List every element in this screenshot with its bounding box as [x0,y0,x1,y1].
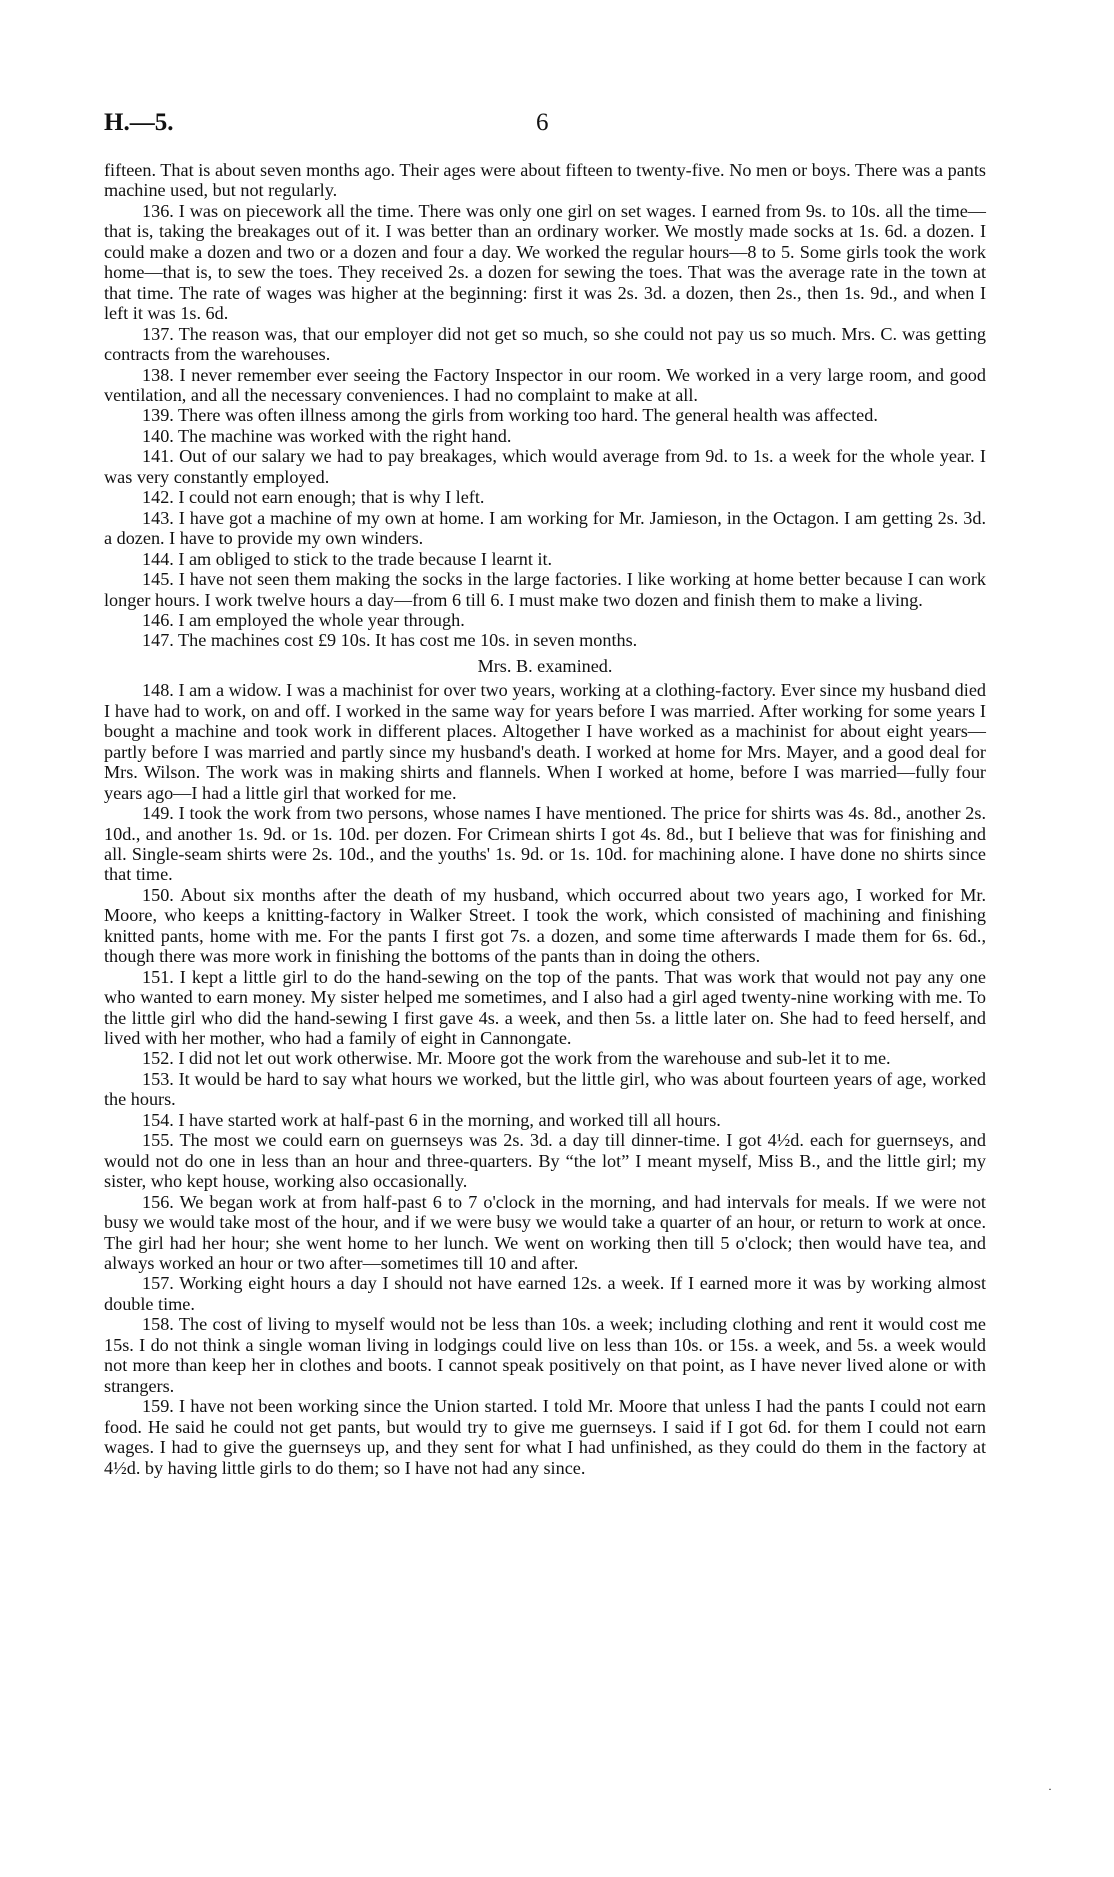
paragraph-152: 152. I did not let out work otherwise. Mr. Moore got the work from the warehouse and sub-let it to me. [142,1048,891,1069]
paragraph-158: 158. The cost of living to myself would not be less than 10s. a week; including clothing and rent it would cost me 15s. I do not think a single woman living in lodgings could live on less than 10s. or 15s. a week, and 5s. a week would not more than keep her in clothes and boots. I cannot speak positively on that point, as I have never lived alone or with strangers. [104,1314,986,1396]
section-heading: Mrs. B. examined. [477,655,613,676]
paragraph-139: 139. There was often illness among the girls from working too hard. The general health was affected. [142,405,878,426]
paragraph-156: 156. We began work at from half-past 6 to 7 o'clock in the morning, and had intervals for meals. If we were not busy we would take most of the hour, and if we were busy we would take a quarter of an hour, or return to work at once. The girl had her hour; she went home to her lunch. We went on working then till 5 o'clock; then would have tea, and always worked an hour or two after—sometimes till 10 and after. [104,1191,986,1274]
paragraph-141: 141. Out of our salary we had to pay breakages, which would average from 9d. to 1s. a week for the whole year. I was very constantly employed. [104,446,986,487]
document-id: H.—5. [104,109,174,136]
paragraph-157: 157. Working eight hours a day I should not have earned 12s. a week. If I earned more it was by working almost double time. [104,1273,986,1314]
paragraph-153: 153. It would be hard to say what hours we worked, but the little girl, who was about fourteen years of age, worked the hours. [104,1068,986,1110]
paragraph-145: 145. I have not seen them making the socks in the large factories. I like working at home better because I can work longer hours. I work twelve hours a day—from 6 till 6. I must make two dozen and finish them to make a living. [104,569,986,610]
paragraph-159: 159. I have not been working since the Union started. I told Mr. Moore that unless I had the pants I could not earn food. He said he could not get pants, but would try to give me guernseys. I said if I got 6d. for them I could not earn wages. I had to give the guernseys up, and they sent for what I had unfinished, as they could do them in the factory at 4½d. by having little girls to do them; so I have not had any since. [104,1396,986,1478]
document-body [104,160,986,1478]
paragraph-136: 136. I was on piecework all the time. There was only one girl on set wages. I earned from 9s. to 10s. all the time—that is, taking the breakages out of it. I was better than an ordinary worker. We mostly made socks at 1s. 6d. a dozen. I could make a dozen and two or a dozen and four a day. We worked the regular hours—8 to 5. Some girls took the work home—that is, to sew the toes. They received 2s. a dozen for sewing the toes. That was the average rate in the town at that time. The rate of wages was higher at the beginning: first it was 2s. 3d. a dozen, then 2s., then 1s. 9d., and when I left it was 1s. 6d. [104,200,986,324]
stray-dot-mark: · [1048,1782,1052,1796]
paragraph-151: 151. I kept a little girl to do the hand-sewing on the top of the pants. That was work that would not pay any one who wanted to earn money. My sister helped me sometimes, and I also had a girl aged twenty-nine working with me. To the little girl who did the hand-sewing I first gave 4s. a week, and then 5s. a little later on. She had to feed herself, and lived with her mother, who had a family of eight in Cannongate. [104,966,986,1049]
paragraph-154: 154. I have started work at half-past 6 in the morning, and worked till all hours. [142,1109,721,1130]
paragraph-150: 150. About six months after the death of my husband, which occurred about two years ago, I worked for Mr. Moore, who keeps a knitting-factory in Walker Street. I took the work, which consisted of machining and finishing knitted pants, home with me. For the pants I first got 7s. a dozen, and some time afterwards I made them for 6s. 6d., though there was more work in finishing the bottoms of the pants than in doing the others. [104,884,986,967]
paragraph-149: 149. I took the work from two persons, whose names I have mentioned. The price for shirts was 4s. 8d., another 2s. 10d., and another 1s. 9d. or 1s. 10d. per dozen. For Crimean shirts I got 4s. 8d., but I believe that was for finishing and all. Single-seam shirts were 2s. 10d., and the youths' 1s. 9d. or 1s. 10d. for machining alone. I have done no shirts since that time. [104,803,986,885]
paragraph-147: 147. The machines cost £9 10s. It has cost me 10s. in seven months. [142,630,638,651]
paragraph-continued: fifteen. That is about seven months ago. Their ages were about fifteen to twenty-five. No men or boys. There was a pants machine used, but not regularly. [104,160,986,201]
page-number: 6 [536,109,549,136]
paragraph-155: 155. The most we could earn on guernseys was 2s. 3d. a day till dinner-time. I got 4½d. each for guernseys, and would not do one in less than an hour and three-quarters. By “the lot” I meant myself, Miss B., and the little girl; my sister, who kept house, working also occasionally. [104,1130,986,1192]
paragraph-146: 146. I am employed the whole year through. [142,609,465,630]
paragraph-144: 144. I am obliged to stick to the trade because I learnt it. [142,548,553,569]
paragraph-138: 138. I never remember ever seeing the Factory Inspector in our room. We worked in a very large room, and good ventilation, and all the necessary conveniences. I had no complaint to make at all. [104,364,986,405]
paragraph-140: 140. The machine was worked with the right hand. [142,425,512,446]
paragraph-137: 137. The reason was, that our employer did not get so much, so she could not pay us so much. Mrs. C. was getting contracts from the warehouses. [104,323,986,365]
page-header [104,106,984,140]
paragraph-143: 143. I have got a machine of my own at home. I am working for Mr. Jamieson, in the Octagon. I am getting 2s. 3d. a dozen. I have to provide my own winders. [104,507,986,549]
paragraph-148: 148. I am a widow. I was a machinist for over two years, working at a clothing-factory. Ever since my husband died I have had to work, on and off. I worked in the same way for years before I was married. After working for some years I bought a machine and took work in different places. Altogether I have worked as a machinist for about eight years—partly before I was married and partly since my husband's death. I worked at home for Mrs. Mayer, and a good deal for Mrs. Wilson. The work was in making shirts and flannels. When I worked at home, before I was married—fully four years ago—I had a little girl that worked for me. [104,680,986,803]
paragraph-142: 142. I could not earn enough; that is why I left. [142,487,485,508]
